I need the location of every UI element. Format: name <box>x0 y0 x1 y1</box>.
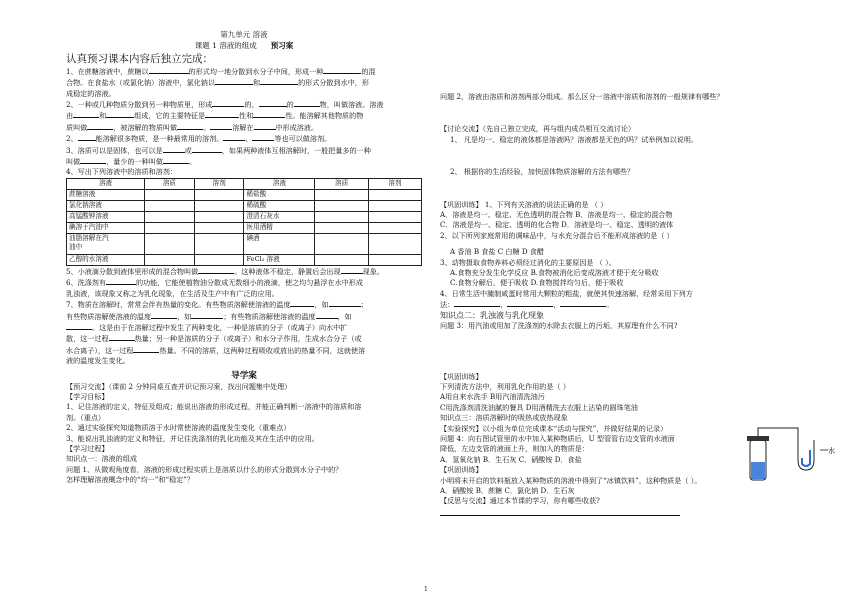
question-1-micro: 问题 1、从微观角度看，溶液的形成过程实质上是溶质以什么的形式分散到水分子中的？ <box>66 464 343 474</box>
right-column: 问题 2，溶液由溶质和溶剂两部分组成。那么区分一溶液中溶质和溶剂的一般规律有哪些？ 【讨论交流】（先自己独立完成，再与组内成员相互交流讨论） 1、 凡是均一、稳定的液体都是溶液吗？溶液都是无色的吗？试举例加以说明。 2、 根据你的生活经验，加快固体物质溶解的方法有哪些？ 【巩固训练】 1、下列有关溶液的说法正确的是 （ ） A．溶液是均一、稳定、无色透明的混合物 B．溶液是均一、稳定的混合物 C．溶液是均一、稳定、透明的化合物 D．溶液是均一、稳定、透明的液体 2、以下所列家庭常用的调味品中，与水充分混合后不能形成溶液的是（ ） A 香油 B 食盐 C 白糖 D 食醋 3、动物摄取食物养料必须经过消化的主要原因是 （ ）。 A.食物充分发生化学反应 B.食物被消化后变成溶液才便于充分吸收 C.食物分解后，便于吸收 D.食物搅拌均匀后，便于吸收 4、日常生活中腌制咸蛋时常用大颗粒的粗盐，就使其快速溶解，经常采用下列方 法： ， ， 。 知识点二：乳浊液与乳化现象 问题 3：用汽油或用加了洗涤剂的水除去衣服上的污垢，其原理有什么不同? 【巩固训练】 下列清洗方法中，利用乳化作用的是（ ） A用自来水洗手 B用汽油清洗油污 C用洗涤剂清洗油腻的餐具 D用酒精洗去衣服上沾染的圆珠笔油 知识点三：溶质溶解时的吸热或放热现象 【实验探究】以小组为单位完成课本“活动与探究”，并做好结果的记录） 问题 4：向右图试管里的水中加入某种物质后，U 型管管右边支管的水液面 降低，左边支管的液面上升，则加入的物质是： A．氢氧化钠 B．生石灰 C．硝酸铵 D．食盐 【巩固训练】 小明将未开启的饮料瓶放入某种物质的溶液中得到了“冰镇饮料”，这种物质是（ ）。 A．硝酸铵 B．蔗糖 C．氯化钠 D．生石灰 【反思与交流】通过本节课的学习，你有哪些收获? <box>440 92 820 516</box>
question-4: 4、写出下列溶液中的溶质和溶剂： <box>66 167 177 177</box>
blank[interactable] <box>133 345 159 353</box>
stopper <box>747 436 769 441</box>
table-row: 油脂溶解在汽 油中 碘酒 <box>67 233 422 254</box>
blank[interactable] <box>73 110 99 118</box>
blank[interactable] <box>259 99 287 107</box>
blank[interactable] <box>341 266 363 274</box>
left-column: 第九单元 溶液 课题 1 溶液的组成 预习案 认真预习课本内容后独立完成： 1、在蔗糖溶液中，蔗糖以 的形式均一地分散到水分子中间，形成一种 的混 合物。在食盐水（或氯化钠）溶液中，氯化钠以 和 的形式分散到水中，形 成稳定的溶液。 2、一种或几种物质分散到另一种物质里，形成 的、 的 物，叫做溶液。溶液 由 和 组成，它的主要特征是 性和 性。能溶解其他物质的物 质叫做 ，被溶解的物质叫做 。 溶解在 中形成溶液。 2、 能溶解很多物质，是一种最常用的溶剂。 、 等也可以做溶剂。 3、溶质可以是固体，也可以是 或 ，如果两种液体互相溶解时，一般把量多的一种 叫做 ，量少的一种叫做 。 4、写出下列溶液中的溶质和溶剂： 溶液 溶质 溶剂 溶液 溶质 溶剂 蔗糖溶液 稀盐酸 氯化钠溶液 稀硫酸 高锰酸钾溶液 澄清石灰水 碘溶于汽油中 医用酒精 油脂溶解在汽 油中 碘酒 乙醇的水溶液 FeCl₂ 溶液 5、小液滴分散到液体里形成的混合物叫做 。这种液体不稳定，静置后会出现 现象。 6、洗涤剂有 的功能，它能使植物油分散成无数细小的液滴，使之均匀悬浮在水中形成 乳浊液，该现象又称之为乳化现象，在生活及生产中有广泛的应用。 7、物质在溶解时，常常会伴有热量的变化。有些物质溶解使溶液的温度 ，如 ； 有些物质溶解使溶液的温度 ，如 ；有些物质溶解使溶液的温度 ，如 。这是由于在溶解过程中发生了两种变化，一种是溶质的分子（或离子）向水中扩 散，这一过程 热量；另一种是溶质的分子（或离子）和水分子作用，生成水合分子（或 水合离子），这一过程 热量。不同的溶质，这两种过程吸收或放出的热量不同，这就使溶 液的温度发生变化。 导学案 【预习交流】（课前 2 分钟同桌互查并识记预习案，找出问题集中处理） 【学习目标】 1、记住溶液的定义，特征及组成；能说出溶液的形成过程，并能正确判断一溶液中的溶质和溶 剂。（重点） 2、通过实验探究知道物质溶于水时常使溶液的温度发生变化（重难点） 3、能说出乳浊液的定义和特征，并记住洗涤剂的乳化功能及其在生活中的应用。 【学习过程】 知识点一：溶液的组成 问题 1、从微观角度看，溶液的形成过程实质上是溶质以什么的形式分散到水分子中的？ 怎样理解溶液概念中的“均一”和“稳定”？ <box>66 28 422 486</box>
knowledge-point-2: 知识点二：乳浊液与乳化现象 <box>440 310 544 320</box>
question-2-rule: 问题 2，溶液由溶质和溶剂两部分组成。那么区分一溶液中溶质和溶剂的一般规律有哪些？ <box>440 92 724 101</box>
question-6: 6、洗涤剂有 的功能，它能使植物油分散成无数细小的液滴，使之均匀悬浮在水中形成 <box>66 278 363 288</box>
guide-title: 导学案 <box>231 370 257 381</box>
blank[interactable] <box>260 77 298 85</box>
preview-exchange: 【预习交流】（课前 2 分钟同桌互查并识记预习案，找出问题集中处理） <box>66 381 292 391</box>
practice-heading: 【巩固训练】 1、下列有关溶液的说法正确的是 （ ） <box>440 199 608 209</box>
experiment-heading: 【实验探究】以小组为单位完成课本“活动与探究”，并做好结果的记录） <box>440 423 668 433</box>
question-5: 5、小液滴分散到液体里形成的混合物叫做 。这种液体不稳定，静置后会出现 现象。 <box>66 266 384 276</box>
blank[interactable] <box>223 133 245 141</box>
table-row: 蔗糖溶液 稀盐酸 <box>67 189 422 200</box>
unit-title: 第九单元 溶液 <box>220 30 268 39</box>
blank[interactable] <box>252 133 274 141</box>
lesson-title <box>66 41 422 51</box>
blank[interactable] <box>294 99 320 107</box>
blank[interactable] <box>316 311 338 319</box>
blank[interactable] <box>87 122 113 130</box>
blank[interactable] <box>210 122 232 130</box>
table-row: 高锰酸钾溶液 澄清石灰水 <box>67 211 422 222</box>
practice-heading-3: 【巩固训练】 <box>440 465 483 475</box>
knowledge-point-1: 知识点一：溶液的组成 <box>66 454 137 464</box>
u-tube-liquid <box>802 450 810 466</box>
question-1: 1、在蔗糖溶液中，蔗糖以 的形式均一地分散到水分子中间，形成一种 的混 <box>66 66 376 76</box>
table-header-row: 溶液 溶质 溶剂 溶液 溶质 溶剂 <box>67 178 422 189</box>
blank[interactable] <box>163 145 185 153</box>
water-in-tube <box>751 462 765 479</box>
blank[interactable] <box>254 122 276 130</box>
table-row: 氯化钠溶液 稀硫酸 <box>67 200 422 211</box>
blank[interactable] <box>191 311 223 319</box>
blank[interactable] <box>212 99 244 107</box>
learning-goals-heading: 【学习目标】 <box>66 391 109 401</box>
blank[interactable] <box>192 145 222 153</box>
blank[interactable] <box>78 133 96 141</box>
blank[interactable] <box>80 156 106 164</box>
learning-process-heading: 【学习过程】 <box>66 443 109 453</box>
blank[interactable] <box>253 110 285 118</box>
solute-solvent-table <box>66 178 422 266</box>
lesson-name: 课题 1 溶液的组成 <box>194 41 257 51</box>
knowledge-point-3: 知识点三：溶质溶解时的吸热或放热现象 <box>440 413 568 423</box>
question-2: 2、一种或几种物质分散到另一种物质里，形成 的、 的 物，叫做溶液。溶液 <box>66 100 384 110</box>
section-heading: 认真预习课本内容后独立完成： <box>66 52 213 65</box>
blank[interactable] <box>106 110 134 118</box>
blank[interactable] <box>109 333 135 341</box>
blank[interactable] <box>560 299 606 307</box>
page-number: 1 <box>424 586 428 593</box>
blank[interactable] <box>163 156 189 164</box>
blank[interactable] <box>198 266 234 274</box>
u-tube-diagram <box>744 420 836 490</box>
blank[interactable] <box>507 299 553 307</box>
blank[interactable] <box>329 299 361 307</box>
lesson-tag: 预习案 <box>270 41 294 51</box>
water-label: 水 <box>828 447 835 455</box>
practice-heading-2: 【巩固训练】 <box>440 371 483 381</box>
blank[interactable] <box>290 299 314 307</box>
blank[interactable] <box>66 322 92 330</box>
table-row: 乙醇的水溶液 FeCl₂ 溶液 <box>67 254 422 265</box>
question-7: 7、物质在溶解时，常常会伴有热量的变化。有些物质溶解使溶液的温度 ，如 ； <box>66 300 368 310</box>
blank[interactable] <box>151 311 177 319</box>
blank[interactable] <box>106 277 136 285</box>
discussion-heading: 【讨论交流】（先自己独立完成，再与组内成员相互交流讨论） <box>440 124 636 134</box>
question-3-oil: 问题 3：用汽油或用加了洗涤剂的水除去衣服上的污垢，其原理有什么不同? <box>440 321 678 331</box>
blank[interactable] <box>149 66 189 74</box>
blank[interactable] <box>323 66 361 74</box>
table-row: 碘溶于汽油中 医用酒精 <box>67 222 422 233</box>
blank[interactable] <box>454 299 500 307</box>
answer-line[interactable] <box>440 507 680 516</box>
blank[interactable] <box>215 77 253 85</box>
reflection-heading: 【反思与交流】通过本节课的学习，你有哪些收获? <box>440 496 600 506</box>
blank[interactable] <box>205 110 239 118</box>
question-3: 3、溶质可以是固体，也可以是 或 ，如果两种液体互相溶解时，一般把量多的一种 <box>66 145 371 155</box>
blank[interactable] <box>177 122 203 130</box>
